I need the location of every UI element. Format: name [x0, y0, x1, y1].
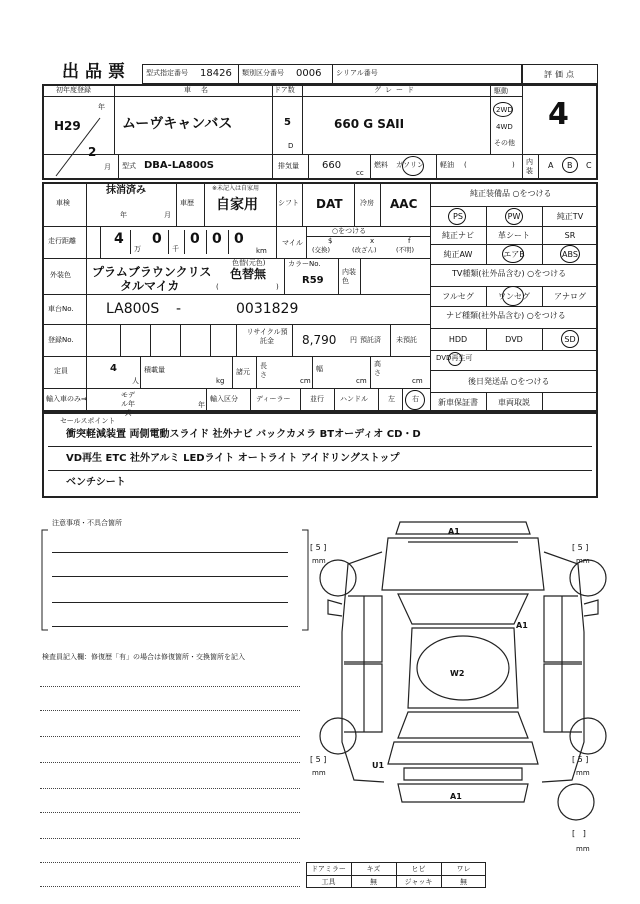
model-year-label: モデル年式: [121, 391, 135, 417]
car-name-label: 車名: [184, 86, 218, 94]
mileage-digit-4: 0: [212, 231, 222, 247]
defects-label: 注意事項・不具合箇所: [52, 519, 122, 527]
mile-opt-tampered[interactable]: (改ざん): [352, 246, 377, 254]
chassis-dash: -: [176, 301, 182, 317]
equip-ps-circle: [448, 208, 466, 225]
defects-line[interactable]: [52, 602, 288, 603]
tv-oneseg-circle: [502, 286, 524, 306]
interior-grade-b[interactable]: B: [567, 161, 573, 170]
later-warranty[interactable]: 新車保証書: [438, 397, 478, 407]
length-unit: cm: [300, 377, 311, 385]
navi-hdd[interactable]: HDD: [448, 334, 468, 344]
handle-label: ハンドル: [340, 395, 368, 403]
inspector-line[interactable]: [40, 710, 300, 711]
displacement-unit: cc: [356, 169, 364, 177]
acc-header-break: ワレ: [456, 864, 471, 873]
model-value: DBA-LA800S: [144, 160, 214, 171]
tv-fullseg[interactable]: フルセグ: [442, 291, 474, 301]
inspector-line[interactable]: [40, 812, 300, 813]
import-label: 輸入車のみ⇒: [46, 395, 87, 403]
defects-line[interactable]: [52, 626, 288, 627]
form-no-label: 型式指定番号: [146, 69, 188, 77]
interior-color-label: 内装色: [342, 268, 356, 285]
equip-pw[interactable]: PW: [507, 211, 521, 221]
import-class-label: 輸入区分: [210, 395, 238, 403]
interior-grade-c[interactable]: C: [586, 161, 592, 170]
repaint-value: 色替無: [230, 267, 267, 281]
drive-label: 駆動: [494, 87, 508, 95]
inspector-line[interactable]: [40, 788, 300, 789]
history-note: ※未記入は自家用: [212, 185, 260, 192]
defects-line[interactable]: [52, 576, 288, 577]
color-label: 外装色: [50, 271, 71, 279]
equip-abs-circle: [560, 245, 580, 263]
mile-opt-unknown[interactable]: (不明): [396, 246, 415, 254]
handle-right[interactable]: 右: [412, 395, 419, 403]
chassis-label: 車台No.: [48, 305, 74, 313]
mile-opt-tampered-mark[interactable]: x: [370, 237, 375, 245]
mile-opt-exchange-mark[interactable]: $: [328, 237, 333, 245]
fuel-label: 燃料: [374, 161, 388, 169]
form-title: 出品票: [62, 62, 131, 82]
grade-value: 660 G SAII: [334, 117, 405, 131]
mileage-digit-3: 0: [190, 231, 200, 247]
defects-line[interactable]: [52, 552, 288, 553]
class-no-label: 類別区分番号: [242, 69, 284, 77]
capacity-unit: 人: [132, 377, 139, 385]
fuel-paren-close: ): [512, 161, 515, 169]
color-no-value: R59: [302, 275, 324, 286]
shaken-month-unit: 月: [164, 211, 171, 219]
fuel-diesel[interactable]: 軽油: [440, 161, 454, 169]
equip-genuine-tv[interactable]: 純正TV: [556, 211, 584, 221]
class-no-value: 0006: [296, 68, 322, 79]
tv-analog[interactable]: アナログ: [554, 291, 586, 301]
capacity-label: 定員: [54, 367, 68, 375]
interior-grade-a[interactable]: A: [548, 161, 554, 170]
inspector-line[interactable]: [40, 838, 300, 839]
handle-right-circle: [405, 390, 425, 410]
chassis-prefix: LA800S: [106, 301, 160, 317]
load-unit: kg: [216, 377, 225, 385]
serial-label: シリアル番号: [336, 69, 378, 77]
interior-grade-b-circle: [562, 157, 578, 173]
doors-label: ドア数: [274, 86, 295, 94]
equip-leather-seat[interactable]: 革シート: [498, 230, 530, 240]
tread-unit: mm: [312, 769, 326, 777]
height-unit: cm: [412, 377, 423, 385]
ac-label: 冷房: [360, 199, 374, 207]
tread-unit: mm: [576, 557, 590, 565]
shaken-label: 車検: [56, 199, 70, 207]
door-suffix: D: [288, 142, 294, 150]
mileage-km: km: [256, 247, 267, 255]
equip-ps[interactable]: PS: [453, 211, 463, 221]
damage-mark-right-side: A1: [516, 621, 528, 630]
navi-dvd[interactable]: DVD: [505, 334, 523, 344]
ac-value: AAC: [390, 197, 418, 211]
equip-airbag[interactable]: エアB: [503, 249, 525, 259]
inspector-label: 検査員記入欄：修復歴「有」の場合は修復箇所・交換箇所を記入: [42, 653, 245, 661]
tread-front-right: [ 5 ]: [572, 543, 589, 552]
acc-jack: ジャッキ: [404, 877, 433, 886]
dvd-playback[interactable]: DVD再生可: [436, 354, 473, 362]
navi-sd[interactable]: SD: [564, 334, 576, 344]
damage-mark-rear-bumper: A1: [450, 792, 462, 801]
chassis-number: 0031829: [236, 301, 299, 317]
height-label: 高さ: [374, 360, 381, 377]
selling-points-line-2: VD再生 ETC 社外アルミ LEDライト オートライト アイドリングストップ: [66, 453, 400, 464]
doors-value: 5: [284, 117, 291, 128]
tread-rear-left: [ 5 ]: [310, 755, 327, 764]
recycle-unit: 円: [350, 336, 357, 344]
import-parallel[interactable]: 並行: [310, 395, 324, 403]
mile-opt-exchange[interactable]: (交換): [312, 246, 331, 254]
selling-points-label: セールスポイント: [60, 417, 116, 425]
inspector-line[interactable]: [40, 886, 300, 887]
defects-bracket: [40, 520, 310, 640]
genuine-title: 純正装備品 ○をつける: [470, 189, 552, 198]
length-label: 長さ: [260, 362, 267, 379]
tv-title: TV種類(社外品含む) ○をつける: [452, 269, 567, 278]
navi-sd-circle: [561, 330, 579, 348]
acc-header-mirror: ドアミラー: [311, 864, 346, 873]
equip-genuine-aw[interactable]: 純正AW: [443, 249, 473, 259]
recycle-label: リサイクル預託金: [246, 328, 288, 345]
reg-no-label: 登録No.: [48, 336, 74, 344]
mileage-label: 走行距離: [48, 237, 76, 245]
repaint-label: 色替(元色): [232, 259, 266, 267]
acc-jack-value: 無: [460, 877, 467, 886]
acc-header-scratch: キズ: [366, 864, 381, 873]
damage-mark-front-bumper: A1: [448, 527, 460, 536]
equip-genuine-navi[interactable]: 純正ナビ: [442, 230, 474, 240]
equip-airbag-circle: [502, 245, 524, 263]
fuel-gasoline-circle: [402, 156, 424, 176]
selling-points-line-1: 衝突軽減装置 両側電動スライド 社外ナビ バックカメラ BTオーディオ CD・D: [66, 429, 421, 440]
mile-circle-instruction: ○をつける: [332, 227, 367, 235]
displacement-value: 660: [322, 160, 342, 171]
mileage-unit-sen: 千: [172, 245, 179, 253]
equip-abs[interactable]: ABS: [562, 249, 578, 259]
tread-unit: mm: [576, 769, 590, 777]
tv-oneseg[interactable]: ワンセグ: [498, 291, 530, 301]
load-label: 積載量: [144, 366, 165, 374]
mileage-unit-man: 万: [134, 245, 141, 253]
displacement-label: 排気量: [278, 162, 299, 170]
color-value-2: タルマイカ: [120, 279, 180, 293]
score-value: 4: [548, 97, 569, 132]
drive-other[interactable]: その他: [494, 139, 515, 147]
navi-title: ナビ種類(社外品含む) ○をつける: [446, 311, 566, 320]
model-label: 型式: [122, 162, 136, 170]
acc-tools: 工具: [321, 877, 336, 886]
history-value: 自家用: [216, 197, 258, 213]
damage-mark-roof: W2: [450, 669, 465, 678]
equip-sr[interactable]: SR: [564, 230, 576, 240]
score-label: 評価点: [544, 70, 577, 79]
fuel-paren-open: (: [464, 161, 467, 169]
recycle-unpaid[interactable]: 未預託: [396, 336, 417, 344]
acc-header-crack: ヒビ: [411, 864, 426, 873]
drive-2wd[interactable]: 2WD: [496, 106, 513, 114]
shaken-value: 抹消済み: [106, 185, 146, 196]
form-no-value: 18426: [200, 68, 232, 79]
inspector-line[interactable]: [40, 736, 300, 737]
acc-tools-value: 無: [370, 877, 377, 886]
later-title: 後日発送品 ○をつける: [468, 377, 550, 386]
first-reg-label: 初年度登録: [56, 86, 91, 94]
dvd-playback-circle: [448, 352, 462, 366]
selling-points-line-3: ベンチシート: [66, 477, 126, 488]
drive-4wd[interactable]: 4WD: [496, 123, 513, 131]
drive-2wd-circle: [493, 102, 513, 117]
mile-label: マイル: [282, 239, 303, 247]
inspector-line[interactable]: [40, 862, 300, 863]
handle-left[interactable]: 左: [388, 395, 395, 403]
tread-unit: mm: [576, 845, 590, 853]
first-reg-year: H29: [54, 119, 81, 133]
model-year-unit: 年: [198, 401, 205, 409]
tread-unit: mm: [312, 557, 326, 565]
mileage-digit-5: 0: [234, 231, 244, 247]
car-name-value: ムーヴキャンバス: [122, 116, 233, 132]
import-dealer[interactable]: ディーラー: [256, 395, 291, 403]
inspector-line[interactable]: [40, 686, 300, 687]
shift-label: シフト: [278, 199, 299, 207]
year-unit: 年: [98, 103, 105, 111]
repaint-paren-open: (: [216, 283, 219, 291]
fuel-gasoline[interactable]: ガソリン: [396, 161, 424, 169]
tread-front-left: [ 5 ]: [310, 543, 327, 552]
inspector-line[interactable]: [40, 762, 300, 763]
shaken-year-unit: 年: [120, 211, 127, 219]
repaint-paren-close: ): [276, 283, 279, 291]
month-unit: 月: [104, 163, 111, 171]
damage-mark-rear-left: U1: [372, 761, 385, 770]
tread-rear-right: [ 5 ]: [572, 755, 589, 764]
color-value-1: プラムブラウンクリス: [92, 265, 212, 279]
dims-label: 諸元: [236, 368, 250, 376]
first-reg-month: 2: [88, 145, 97, 159]
recycle-value: 8,790: [302, 333, 337, 347]
color-no-label: カラーNo.: [288, 260, 321, 268]
mileage-digit-1: 4: [114, 231, 124, 247]
mile-opt-unknown-mark[interactable]: f: [408, 237, 411, 245]
capacity-value: 4: [110, 363, 117, 374]
history-label: 車歴: [180, 199, 194, 207]
width-unit: cm: [356, 377, 367, 385]
grade-label: グレード: [374, 86, 418, 94]
width-label: 幅: [316, 365, 323, 373]
tread-spare: [ ]: [572, 829, 586, 838]
interior-label: 内装: [526, 158, 533, 175]
shift-value: DAT: [316, 197, 343, 211]
equip-pw-circle: [505, 208, 523, 225]
recycle-paid[interactable]: 預託済: [360, 336, 381, 344]
later-manual[interactable]: 車両取説: [498, 397, 530, 407]
mileage-digit-2: 0: [152, 231, 162, 247]
